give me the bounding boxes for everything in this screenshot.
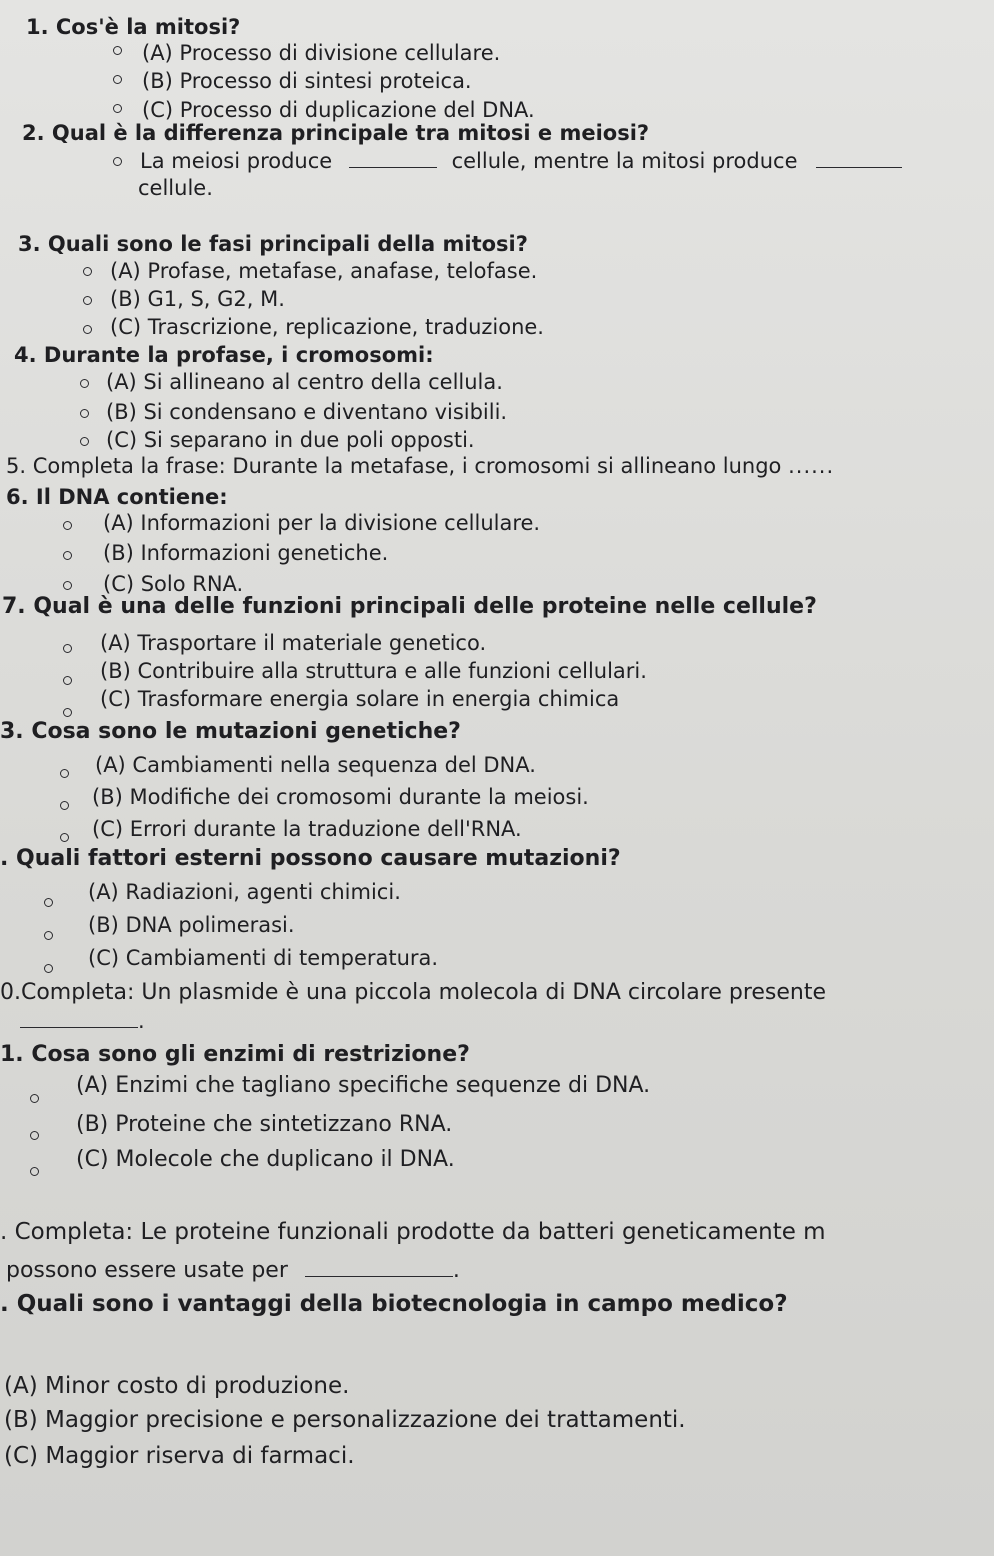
bullet-icon xyxy=(63,551,72,560)
bullet-icon xyxy=(30,1094,39,1103)
question-9: . Quali fattori esterni possono causare mutazioni? xyxy=(0,846,621,871)
answer-blank[interactable] xyxy=(20,1009,138,1028)
q4-option-a: (A) Si allineano al centro della cellula. xyxy=(106,370,503,394)
q6-option-b: (B) Informazioni genetiche. xyxy=(103,541,389,565)
question-12: . Completa: Le proteine funzionali prodotte da batteri geneticamente m xyxy=(0,1219,826,1245)
q7-option-c: (C) Trasformare energia solare in energia chimica xyxy=(100,687,620,711)
bullet-icon xyxy=(63,581,72,590)
q2-part-3: cellule. xyxy=(138,176,213,200)
bullet-icon xyxy=(83,267,92,276)
q12-end: . xyxy=(452,1258,460,1283)
q1-option-c: (C) Processo di duplicazione del DNA. xyxy=(142,98,535,122)
bullet-icon xyxy=(63,708,72,717)
answer-blank[interactable] xyxy=(816,149,902,168)
q1-option-b: (B) Processo di sintesi proteica. xyxy=(142,69,472,93)
bullet-icon xyxy=(63,644,72,653)
question-13: . Quali sono i vantaggi della biotecnologia in campo medico? xyxy=(0,1291,788,1317)
bullet-icon xyxy=(30,1167,39,1176)
q9-option-c: (C) Cambiamenti di temperatura. xyxy=(88,946,439,970)
bullet-icon xyxy=(30,1131,39,1140)
bullet-icon xyxy=(44,898,53,907)
q1-option-a: (A) Processo di divisione cellulare. xyxy=(142,41,501,65)
q3-option-c: (C) Trascrizione, replicazione, traduzione. xyxy=(110,315,544,339)
q4-option-c: (C) Si separano in due poli opposti. xyxy=(106,428,475,452)
q2-part-1: La meiosi produce xyxy=(140,149,333,173)
q13-option-c: (C) Maggior riserva di farmaci. xyxy=(4,1443,355,1469)
question-11: 1. Cosa sono gli enzimi di restrizione? xyxy=(0,1042,470,1067)
q8-option-a: (A) Cambiamenti nella sequenza del DNA. xyxy=(95,753,536,777)
bullet-icon xyxy=(113,46,122,55)
q11-option-a: (A) Enzimi che tagliano specifiche sequenze di DNA. xyxy=(76,1073,651,1098)
q5-text: 5. Completa la frase: Durante la metafase, i cromosomi si allineano lungo xyxy=(6,454,782,478)
q3-option-b: (B) G1, S, G2, M. xyxy=(110,287,285,311)
q13-option-b: (B) Maggior precisione e personalizzazione dei trattamenti. xyxy=(4,1407,686,1433)
bullet-icon xyxy=(63,676,72,685)
question-7: 7. Qual è una delle funzioni principali delle proteine nelle cellule? xyxy=(2,594,817,619)
question-3: 3. Quali sono le fasi principali della mitosi? xyxy=(18,232,528,256)
bullet-icon xyxy=(80,437,89,446)
bullet-icon xyxy=(63,521,72,530)
q3-option-a: (A) Profase, metafase, anafase, telofase. xyxy=(110,259,538,283)
q6-option-a: (A) Informazioni per la divisione cellulare. xyxy=(103,511,541,535)
question-1: 1. Cos'è la mitosi? xyxy=(26,15,241,39)
q6-option-c: (C) Solo RNA. xyxy=(103,572,244,596)
answer-blank[interactable] xyxy=(349,149,437,168)
answer-dots[interactable]: ...... xyxy=(788,454,835,478)
q12-line-2 xyxy=(6,1258,460,1284)
question-6: 6. Il DNA contiene: xyxy=(6,485,228,509)
bullet-icon xyxy=(60,833,69,842)
bullet-icon xyxy=(83,296,92,305)
question-2: 2. Qual è la differenza principale tra mitosi e meiosi? xyxy=(22,121,650,145)
question-8: 3. Cosa sono le mutazioni genetiche? xyxy=(0,719,461,744)
q2-fill-line xyxy=(140,148,902,174)
q7-option-a: (A) Trasportare il materiale genetico. xyxy=(100,631,487,655)
bullet-icon xyxy=(44,964,53,973)
q7-option-b: (B) Contribuire alla struttura e alle funzioni cellulari. xyxy=(100,659,647,683)
q10-answer-line xyxy=(20,1008,145,1034)
q4-option-b: (B) Si condensano e diventano visibili. xyxy=(106,400,508,424)
q8-option-b: (B) Modifiche dei cromosomi durante la meiosi. xyxy=(92,785,589,809)
bullet-icon xyxy=(113,104,122,113)
q9-option-a: (A) Radiazioni, agenti chimici. xyxy=(88,880,401,904)
q13-option-a: (A) Minor costo di produzione. xyxy=(4,1373,350,1399)
answer-blank[interactable] xyxy=(305,1258,453,1277)
bullet-icon xyxy=(60,801,69,810)
q2-part-2: cellule, mentre la mitosi produce xyxy=(451,149,798,173)
bullet-icon xyxy=(80,379,89,388)
bullet-icon xyxy=(113,75,122,84)
question-4: 4. Durante la profase, i cromosomi: xyxy=(14,343,434,367)
bullet-icon xyxy=(80,409,89,418)
question-10: 0.Completa: Un plasmide è una piccola molecola di DNA circolare presente xyxy=(0,980,827,1005)
q8-option-c: (C) Errori durante la traduzione dell'RNA. xyxy=(92,817,522,841)
question-5 xyxy=(6,453,834,479)
bullet-icon xyxy=(60,769,69,778)
q12-line-2-text: possono essere usate per xyxy=(6,1258,288,1283)
bullet-icon xyxy=(44,931,53,940)
bullet-icon xyxy=(83,325,92,334)
q10-end: . xyxy=(138,1009,145,1033)
q9-option-b: (B) DNA polimerasi. xyxy=(88,913,295,937)
bullet-icon xyxy=(113,157,122,166)
q11-option-b: (B) Proteine che sintetizzano RNA. xyxy=(76,1112,453,1137)
q11-option-c: (C) Molecole che duplicano il DNA. xyxy=(76,1147,455,1172)
